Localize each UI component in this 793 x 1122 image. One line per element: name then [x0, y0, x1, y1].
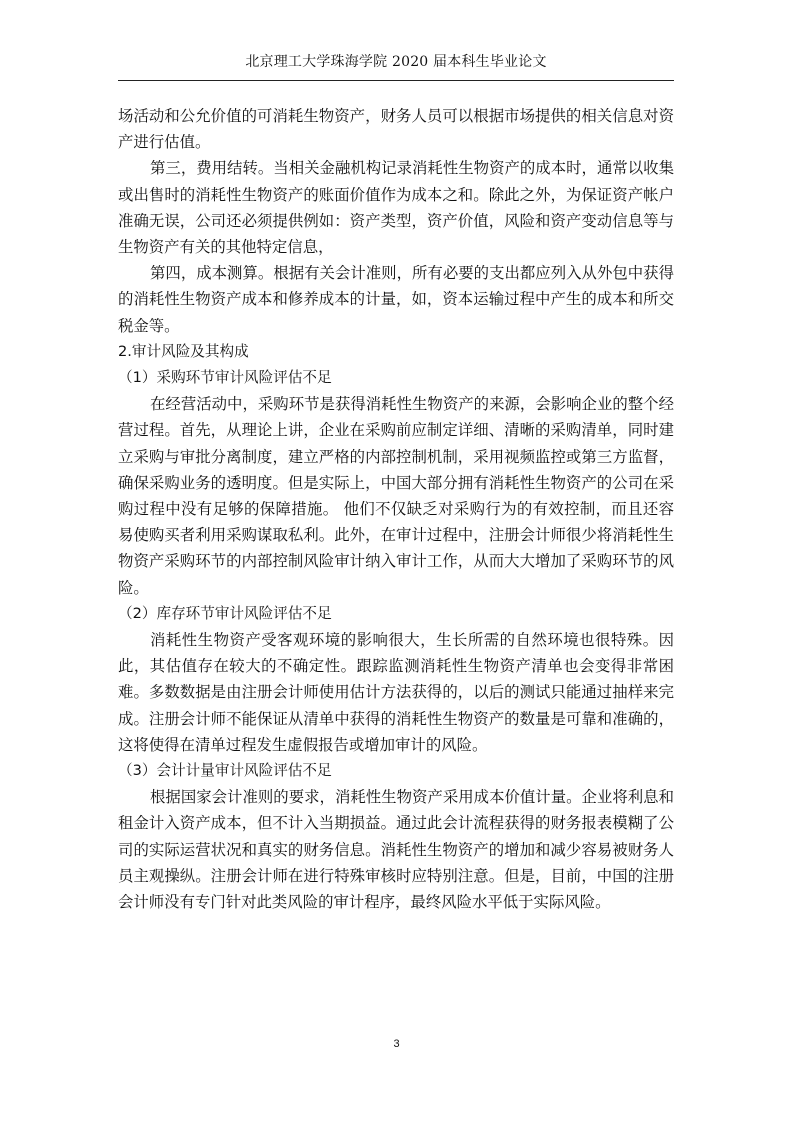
paragraph: 消耗性生物资产受客观环境的影响很大，生长所需的自然环境也很特殊。因此，其估值存在较大的不确定性。跟踪监测消耗性生物资产清单也会变得非常困难。多数数据是由注册会计师使用估计方法获得的，以后的测试只能通过抽样来完成。注册会计师不能保证从清单中获得的消耗性生物资产的数量是可靠和准确的，这将使得在清单过程发生虚假报告或增加审计的风险。 [118, 631, 674, 754]
paragraph: 第四，成本测算。根据有关会计准则，所有必要的支出都应列入从外包中获得的消耗性生物资产成本和修养成本的计量，如，资本运输过程中产生的成本和所交税金等。 [118, 264, 674, 335]
paragraph: 场活动和公允价值的可消耗生物资产，财务人员可以根据市场提供的相关信息对资产进行估值。 [118, 107, 674, 152]
subsection-heading: （3）会计计量审计风险评估不足 [118, 762, 332, 780]
header-divider [118, 80, 674, 81]
document-body [118, 103, 674, 915]
subsection-heading: （2）库存环节审计风险评估不足 [118, 604, 332, 622]
page-number: 3 [393, 1038, 400, 1050]
paragraph: 在经营活动中，采购环节是获得消耗性生物资产的来源，会影响企业的整个经营过程。首先，从理论上讲，企业在采购前应制定详细、清晰的采购清单，同时建立采购与审批分离制度，建立严格的内部控制机制，采用视频监控或第三方监督，确保采购业务的透明度。但是实际上，中国大部分拥有消耗性生物资产的公司在采购过程中没有足够的保障措施。 他们不仅缺乏对采购行为的有效控制，而且还容易使购买者利用采购谋取私利。此外，在审计过程中，注册会计师很少将消耗性生物资产采购环节的内部控制风险审计纳入审计工作，从而大大增加了采购环节的风险。 [118, 395, 674, 597]
subsection-heading: （1）采购环节审计风险评估不足 [118, 369, 332, 387]
paragraph: 根据国家会计准则的要求，消耗性生物资产采用成本价值计量。企业将利息和租金计入资产成本，但不计入当期损益。通过此会计流程获得的财务报表模糊了公司的实际运营状况和真实的财务信息。消耗性生物资产的增加和减少容易被财务人员主观操纵。注册会计师在进行特殊审核时应特别注意。但是，目前，中国的注册会计师没有专门针对此类风险的审计程序，最终风险水平低于实际风险。 [118, 788, 674, 912]
paragraph: 第三，费用结转。当相关金融机构记录消耗性生物资产的成本时，通常以收集或出售时的消耗性生物资产的账面价值作为成本之和。除此之外，为保证资产帐户准确无误，公司还必须提供例如：资产类型，资产价值，风险和资产变动信息等与生物资产有关的其他特定信息， [118, 159, 674, 257]
page-header: 北京理工大学珠海学院 2020 届本科生毕业论文 [245, 54, 547, 70]
section-heading: 2.审计风险及其构成 [118, 342, 249, 360]
